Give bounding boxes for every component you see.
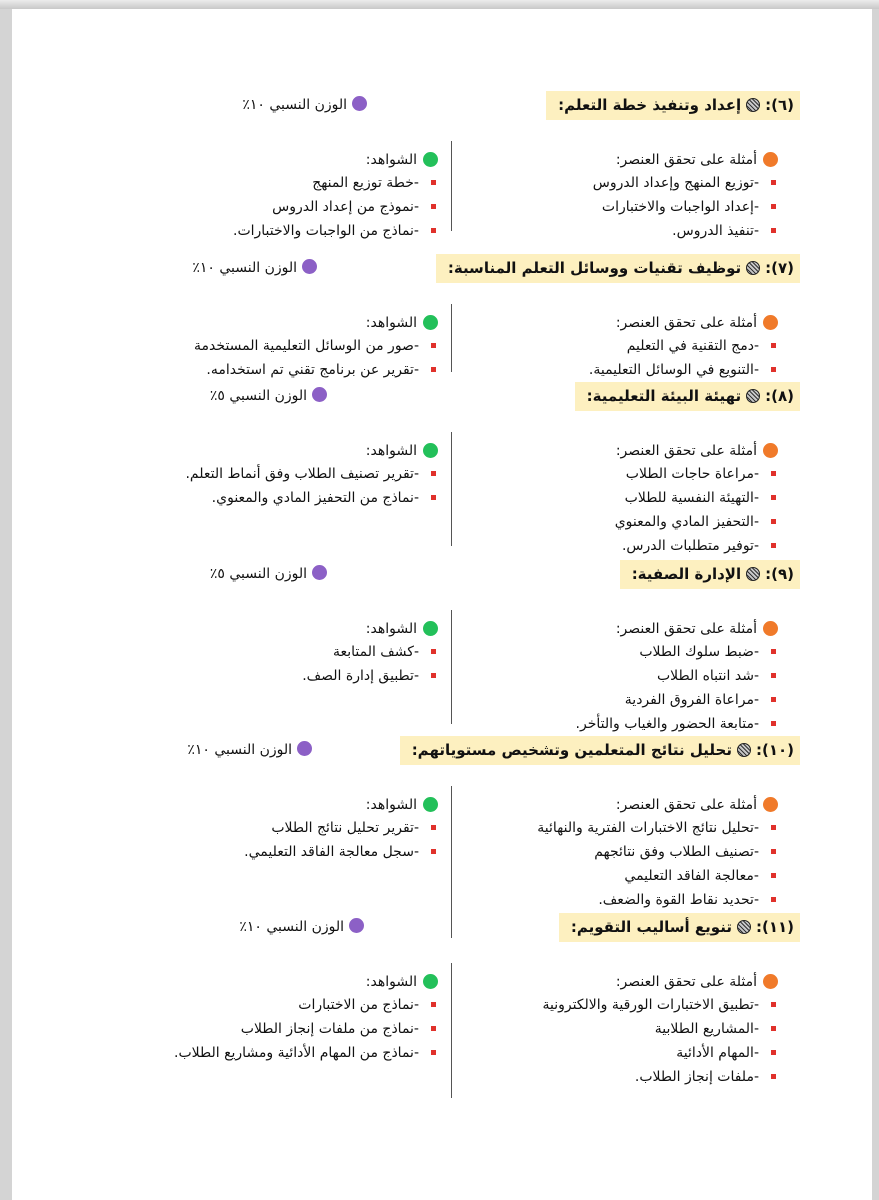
list-item xyxy=(174,1041,438,1065)
criterion-title: إعداد وتنفيذ خطة التعلم: xyxy=(558,96,742,114)
example-text: -التنويع في الوسائل التعليمية. xyxy=(588,362,759,378)
evidence-heading xyxy=(244,794,438,816)
criterion-title: تهيئة البيئة التعليمية: xyxy=(586,387,742,405)
green-dot-icon xyxy=(423,152,438,167)
relative-weight xyxy=(210,382,327,411)
list-item xyxy=(185,462,438,486)
red-bullet-icon xyxy=(771,649,776,654)
evidence-text: -نموذج من إعداد الدروس xyxy=(272,199,419,215)
list-item xyxy=(194,334,438,358)
evidence-list xyxy=(244,794,438,864)
list-item xyxy=(576,712,778,736)
column-divider xyxy=(451,610,452,724)
red-bullet-icon xyxy=(431,1002,436,1007)
evidence-text: -نماذج من الواجبات والاختبارات. xyxy=(233,223,419,239)
list-item xyxy=(593,195,778,219)
criterion-header xyxy=(559,913,800,942)
example-text: -توفير متطلبات الدرس. xyxy=(621,538,759,554)
red-bullet-icon xyxy=(431,204,436,209)
red-bullet-icon xyxy=(771,897,776,902)
red-bullet-icon xyxy=(771,1026,776,1031)
evidence-text: -تقرير تحليل نتائج الطلاب xyxy=(271,820,419,836)
criterion-title: الإدارة الصفية: xyxy=(631,565,742,583)
red-bullet-icon xyxy=(771,367,776,372)
purple-dot-icon xyxy=(302,259,317,274)
evidence-heading xyxy=(174,971,438,993)
weight-label: الوزن النسبي ١٠٪ xyxy=(192,260,297,276)
evidence-title: الشواهد: xyxy=(365,797,417,813)
weight-label: الوزن النسبي ٥٪ xyxy=(209,566,307,582)
example-text: -المهام الأدائية xyxy=(676,1045,759,1061)
list-item xyxy=(174,1017,438,1041)
examples-heading xyxy=(589,312,778,334)
example-text: -إعداد الواجبات والاختبارات xyxy=(601,199,759,215)
examples-heading xyxy=(576,618,778,640)
list-item xyxy=(615,510,778,534)
weight-label: الوزن النسبي ١٠٪ xyxy=(239,919,344,935)
evidence-title: الشواهد: xyxy=(365,621,417,637)
evidence-heading xyxy=(302,618,438,640)
list-item xyxy=(542,1041,778,1065)
hatched-circle-icon xyxy=(737,743,751,757)
red-bullet-icon xyxy=(431,367,436,372)
column-divider xyxy=(451,304,452,372)
hatched-circle-icon xyxy=(746,567,760,581)
purple-dot-icon xyxy=(352,96,367,111)
red-bullet-icon xyxy=(771,519,776,524)
evidence-text: -تقرير تصنيف الطلاب وفق أنماط التعلم. xyxy=(185,466,419,482)
examples-heading xyxy=(593,149,778,171)
red-bullet-icon xyxy=(771,228,776,233)
hatched-circle-icon xyxy=(737,920,751,934)
example-text: -دمج التقنية في التعليم xyxy=(626,338,759,354)
criterion-header xyxy=(436,254,800,283)
evidence-heading xyxy=(194,312,438,334)
criterion-number: (٩): xyxy=(765,565,794,583)
list-item xyxy=(194,358,438,382)
examples-heading xyxy=(542,971,778,993)
list-item xyxy=(615,462,778,486)
list-item xyxy=(542,1065,778,1089)
examples-heading xyxy=(615,440,778,462)
examples-title: أمثلة على تحقق العنصر: xyxy=(615,152,757,168)
evidence-title: الشواهد: xyxy=(365,443,417,459)
list-item xyxy=(537,864,778,888)
list-item xyxy=(593,171,778,195)
list-item xyxy=(542,993,778,1017)
list-item xyxy=(233,195,438,219)
red-bullet-icon xyxy=(431,825,436,830)
criterion-title: تنويع أساليب التقويم: xyxy=(570,918,732,936)
list-item xyxy=(576,664,778,688)
criterion-header xyxy=(620,560,800,589)
purple-dot-icon xyxy=(297,741,312,756)
example-text: -تنفيذ الدروس. xyxy=(672,223,759,239)
document-page xyxy=(12,9,872,1200)
criterion-header xyxy=(400,736,800,765)
red-bullet-icon xyxy=(771,673,776,678)
example-text: -شد انتباه الطلاب xyxy=(656,668,759,684)
list-item xyxy=(537,888,778,912)
red-bullet-icon xyxy=(771,1002,776,1007)
green-dot-icon xyxy=(423,797,438,812)
example-text: -مراعاة الفروق الفردية xyxy=(624,692,759,708)
examples-title: أمثلة على تحقق العنصر: xyxy=(615,621,757,637)
green-dot-icon xyxy=(423,443,438,458)
red-bullet-icon xyxy=(431,343,436,348)
list-item xyxy=(244,816,438,840)
relative-weight xyxy=(239,913,364,942)
red-bullet-icon xyxy=(771,471,776,476)
red-bullet-icon xyxy=(771,697,776,702)
orange-dot-icon xyxy=(763,443,778,458)
purple-dot-icon xyxy=(312,387,327,402)
example-text: -تحليل نتائج الاختبارات الفترية والنهائية xyxy=(537,820,759,836)
column-divider xyxy=(451,963,452,1098)
red-bullet-icon xyxy=(771,825,776,830)
red-bullet-icon xyxy=(771,543,776,548)
red-bullet-icon xyxy=(431,1050,436,1055)
list-item xyxy=(302,640,438,664)
evidence-title: الشواهد: xyxy=(365,152,417,168)
criterion-number: (٨): xyxy=(765,387,794,405)
orange-dot-icon xyxy=(763,797,778,812)
evidence-text: -تطبيق إدارة الصف. xyxy=(302,668,419,684)
hatched-circle-icon xyxy=(746,261,760,275)
hatched-circle-icon xyxy=(746,389,760,403)
examples-list xyxy=(542,971,778,1089)
weight-label: الوزن النسبي ١٠٪ xyxy=(187,742,292,758)
examples-title: أمثلة على تحقق العنصر: xyxy=(615,797,757,813)
example-text: -ملفات إنجاز الطلاب. xyxy=(634,1069,759,1085)
evidence-heading xyxy=(185,440,438,462)
evidence-title: الشواهد: xyxy=(365,974,417,990)
relative-weight xyxy=(192,254,317,283)
evidence-text: -تقرير عن برنامج تقني تم استخدامه. xyxy=(206,362,419,378)
green-dot-icon xyxy=(423,621,438,636)
hatched-circle-icon xyxy=(746,98,760,112)
evidence-text: -نماذج من ملفات إنجاز الطلاب xyxy=(240,1021,419,1037)
example-text: -التحفيز المادي والمعنوي xyxy=(614,514,759,530)
orange-dot-icon xyxy=(763,315,778,330)
red-bullet-icon xyxy=(771,495,776,500)
green-dot-icon xyxy=(423,974,438,989)
relative-weight xyxy=(187,736,312,765)
list-item xyxy=(589,334,778,358)
examples-list xyxy=(576,618,778,736)
example-text: -متابعة الحضور والغياب والتأخر. xyxy=(575,716,759,732)
red-bullet-icon xyxy=(771,204,776,209)
red-bullet-icon xyxy=(431,673,436,678)
list-item xyxy=(615,486,778,510)
red-bullet-icon xyxy=(431,649,436,654)
examples-title: أمثلة على تحقق العنصر: xyxy=(615,974,757,990)
criterion-title: توظيف تقنيات ووسائل التعلم المناسبة: xyxy=(447,259,742,277)
criterion-header xyxy=(546,91,800,120)
column-divider xyxy=(451,141,452,231)
list-item xyxy=(174,993,438,1017)
list-item xyxy=(576,688,778,712)
green-dot-icon xyxy=(423,315,438,330)
orange-dot-icon xyxy=(763,152,778,167)
purple-dot-icon xyxy=(312,565,327,580)
column-divider xyxy=(451,786,452,938)
list-item xyxy=(537,840,778,864)
evidence-list xyxy=(185,440,438,510)
evidence-text: -نماذج من المهام الأدائية ومشاريع الطلاب. xyxy=(174,1045,419,1061)
red-bullet-icon xyxy=(431,849,436,854)
list-item xyxy=(537,816,778,840)
relative-weight xyxy=(242,91,367,120)
example-text: -تطبيق الاختبارات الورقية والالكترونية xyxy=(542,997,759,1013)
examples-title: أمثلة على تحقق العنصر: xyxy=(615,443,757,459)
list-item xyxy=(244,840,438,864)
examples-heading xyxy=(537,794,778,816)
red-bullet-icon xyxy=(431,1026,436,1031)
list-item xyxy=(233,219,438,243)
red-bullet-icon xyxy=(771,1074,776,1079)
list-item xyxy=(593,219,778,243)
evidence-list xyxy=(194,312,438,382)
criterion-title: تحليل نتائج المتعلمين وتشخيص مستوياتهم: xyxy=(411,741,732,759)
relative-weight xyxy=(210,560,327,589)
evidence-text: -سجل معالجة الفاقد التعليمي. xyxy=(244,844,419,860)
red-bullet-icon xyxy=(771,343,776,348)
evidence-list xyxy=(302,618,438,688)
example-text: -ضبط سلوك الطلاب xyxy=(639,644,759,660)
red-bullet-icon xyxy=(431,471,436,476)
criterion-number: (١٠): xyxy=(755,741,794,759)
example-text: -معالجة الفاقد التعليمي xyxy=(624,868,759,884)
red-bullet-icon xyxy=(431,495,436,500)
red-bullet-icon xyxy=(771,721,776,726)
evidence-text: -نماذج من الاختبارات xyxy=(298,997,419,1013)
red-bullet-icon xyxy=(431,228,436,233)
example-text: -التهيئة النفسية للطلاب xyxy=(624,490,759,506)
red-bullet-icon xyxy=(771,180,776,185)
criterion-number: (١١): xyxy=(755,918,794,936)
examples-list xyxy=(615,440,778,558)
evidence-list xyxy=(233,149,438,243)
list-item xyxy=(302,664,438,688)
evidence-text: -نماذج من التحفيز المادي والمعنوي. xyxy=(211,490,419,506)
red-bullet-icon xyxy=(771,873,776,878)
list-item xyxy=(185,486,438,510)
red-bullet-icon xyxy=(771,1050,776,1055)
evidence-text: -كشف المتابعة xyxy=(332,644,419,660)
weight-label: الوزن النسبي ٥٪ xyxy=(209,388,307,404)
examples-list xyxy=(593,149,778,243)
criterion-header xyxy=(575,382,800,411)
evidence-list xyxy=(174,971,438,1065)
red-bullet-icon xyxy=(771,849,776,854)
evidence-title: الشواهد: xyxy=(365,315,417,331)
examples-title: أمثلة على تحقق العنصر: xyxy=(615,315,757,331)
scan-top-shadow xyxy=(0,0,879,9)
list-item xyxy=(615,534,778,558)
list-item xyxy=(576,640,778,664)
examples-list xyxy=(589,312,778,382)
list-item xyxy=(542,1017,778,1041)
example-text: -توزيع المنهج وإعداد الدروس xyxy=(592,175,759,191)
example-text: -تصنيف الطلاب وفق نتائجهم xyxy=(594,844,759,860)
orange-dot-icon xyxy=(763,974,778,989)
red-bullet-icon xyxy=(431,180,436,185)
criterion-number: (٧): xyxy=(765,259,794,277)
list-item xyxy=(589,358,778,382)
purple-dot-icon xyxy=(349,918,364,933)
orange-dot-icon xyxy=(763,621,778,636)
list-item xyxy=(233,171,438,195)
example-text: -المشاريع الطلابية xyxy=(654,1021,759,1037)
example-text: -تحديد نقاط القوة والضعف. xyxy=(598,892,759,908)
evidence-text: -خطة توزيع المنهج xyxy=(312,175,419,191)
weight-label: الوزن النسبي ١٠٪ xyxy=(242,97,347,113)
examples-list xyxy=(537,794,778,912)
example-text: -مراعاة حاجات الطلاب xyxy=(625,466,759,482)
evidence-text: -صور من الوسائل التعليمية المستخدمة xyxy=(194,338,419,354)
evidence-heading xyxy=(233,149,438,171)
column-divider xyxy=(451,432,452,546)
criterion-number: (٦): xyxy=(765,96,794,114)
